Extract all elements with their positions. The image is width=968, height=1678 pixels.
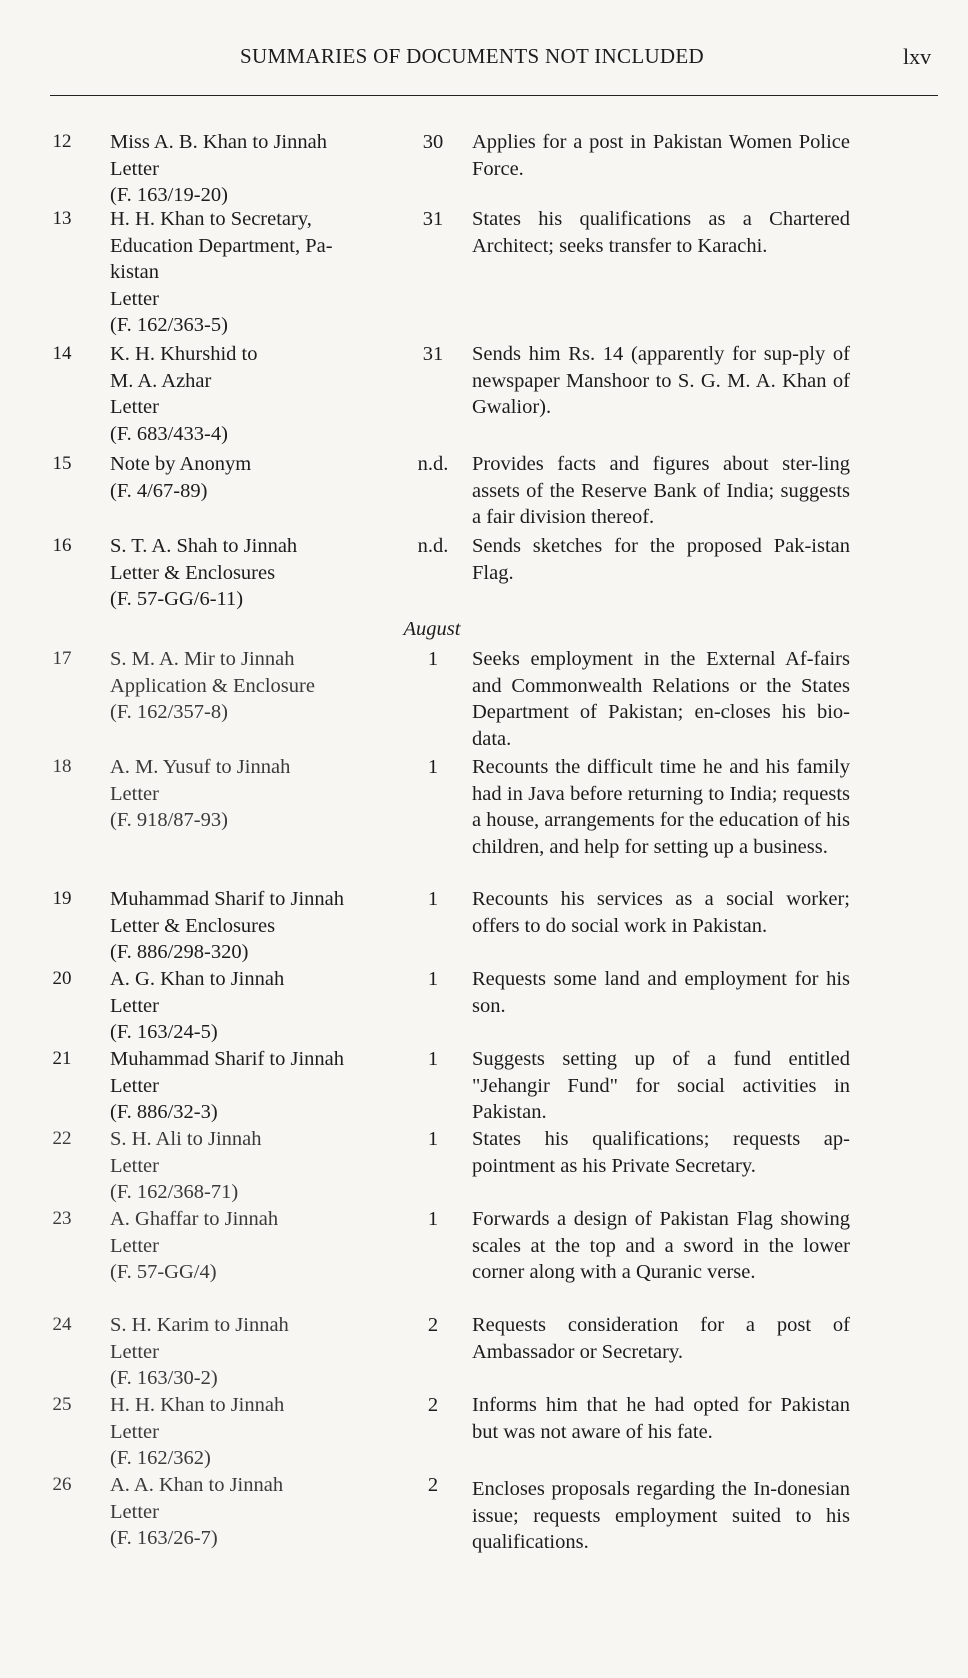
entry-line: Letter — [110, 1234, 159, 1257]
entry-line: (F. 57-GG/4) — [110, 1261, 217, 1284]
entry-summary: States his qualifications as a Chartered Architect; seeks transfer to Karachi. — [472, 208, 850, 257]
entry-line: (F. 918/87-93) — [110, 809, 228, 832]
entry-line: M. A. Azhar — [110, 369, 212, 392]
entry-summary: Encloses proposals regarding the In-donesian issue; requests employment suited to his qualifications. — [472, 1478, 850, 1554]
entry-line: A. G. Khan to Jinnah — [110, 968, 285, 990]
entry-line: A. A. Khan to Jinnah — [110, 1474, 284, 1496]
entry-date: n.d. — [417, 535, 449, 557]
entry-line: Letter — [110, 157, 159, 180]
entry-line: (F. 162/362) — [110, 1447, 211, 1470]
entry-number: 17 — [52, 648, 72, 669]
entry-line: A. Ghaffar to Jinnah — [110, 1208, 279, 1230]
entry-date: 1 — [427, 648, 439, 670]
entry-line: Letter — [110, 782, 159, 805]
entry-number: 21 — [52, 1048, 72, 1069]
entry-number: 15 — [52, 453, 72, 474]
entry-date: 1 — [427, 1048, 439, 1070]
entry-line: (F. 163/26-7) — [110, 1527, 218, 1550]
page-number: lxv — [903, 44, 932, 69]
entry-line: (F. 162/368-71) — [110, 1181, 239, 1204]
entry-line: (F. 163/19-20) — [110, 184, 228, 207]
entry-number: 24 — [52, 1314, 72, 1335]
entry-line: (F. 886/298-320) — [110, 941, 249, 964]
entry-line: (F. 4/67-89) — [110, 479, 208, 502]
entry-sender — [110, 1126, 400, 1206]
entry-line: (F. 163/24-5) — [110, 1021, 218, 1044]
entry-sender — [110, 341, 400, 447]
entry-date: n.d. — [417, 453, 449, 475]
entry-number: 20 — [52, 968, 72, 989]
entry-date: 1 — [427, 1208, 439, 1230]
entry-line: H. H. Khan to Secretary, — [110, 208, 312, 230]
entry-line: H. H. Khan to Jinnah — [110, 1394, 285, 1416]
entry-line: S. M. A. Mir to Jinnah — [110, 648, 295, 670]
entry-sender — [110, 533, 400, 613]
entry-line: S. H. Karim to Jinnah — [110, 1314, 289, 1336]
entry-line: Letter & Enclosures — [110, 561, 276, 584]
entry-number: 26 — [52, 1474, 72, 1495]
entry-sender — [110, 1392, 400, 1472]
entry-sender — [110, 1472, 400, 1552]
entry-summary: Provides facts and figures about ster-ling assets of the Reserve Bank of India; suggests a fair division thereof. — [472, 453, 850, 529]
entry-date: 31 — [422, 343, 444, 365]
entry-summary: States his qualifications; requests ap-pointment as his Private Secretary. — [472, 1128, 850, 1177]
entry-line: Letter — [110, 1420, 159, 1443]
entry-number: 25 — [52, 1394, 72, 1415]
entry-line: Letter — [110, 1154, 159, 1177]
entry-number: 12 — [52, 131, 72, 152]
entry-line: Application & Enclosure — [110, 674, 315, 697]
entry-line: Muhammad Sharif to Jinnah — [110, 1048, 345, 1070]
entry-line: Miss A. B. Khan to Jinnah — [110, 131, 327, 153]
entry-summary: Requests consideration for a post of Ambassador or Secretary. — [472, 1314, 850, 1363]
entry-sender — [110, 1046, 400, 1126]
entry-number: 22 — [52, 1128, 72, 1149]
entry-summary: Seeks employment in the External Af-fairs and Commonwealth Relations or the States Department of Pakistan; en-closes his bio-data. — [472, 648, 850, 750]
entry-line: Letter — [110, 1500, 159, 1523]
entry-sender — [110, 1206, 400, 1286]
running-title: SUMMARIES OF DOCUMENTS NOT INCLUDED — [240, 44, 704, 68]
entry-summary: Applies for a post in Pakistan Women Police Force. — [472, 131, 850, 180]
entry-number: 19 — [52, 888, 72, 909]
entry-date: 2 — [427, 1394, 439, 1416]
entry-sender — [110, 451, 400, 504]
entry-line: (F. 683/433-4) — [110, 422, 228, 445]
entry-date: 2 — [427, 1314, 439, 1336]
entry-date: 2 — [427, 1474, 439, 1496]
entry-date: 30 — [422, 131, 444, 153]
entry-summary: Suggests setting up of a fund entitled "Jehangir Fund" for social activities in Pakistan. — [472, 1048, 850, 1124]
entry-line: Muhammad Sharif to Jinnah — [110, 888, 345, 910]
entry-number: 23 — [52, 1208, 72, 1229]
entry-sender — [110, 206, 400, 339]
entry-line: (F. 162/357-8) — [110, 701, 228, 724]
entry-line: S. T. A. Shah to Jinnah — [110, 535, 298, 557]
entry-line: Letter — [110, 396, 159, 419]
entry-summary: Forwards a design of Pakistan Flag showing scales at the top and a sword in the lower corner along with a Quranic verse. — [472, 1208, 850, 1284]
month-label: August — [403, 618, 461, 640]
entry-number: 18 — [52, 756, 72, 777]
entry-summary: Recounts the difficult time he and his family had in Java before returning to India; requests a house, arrangements for the education of his children, and help for setting up a business. — [472, 756, 850, 858]
entry-line: kistan — [110, 261, 159, 284]
entry-sender — [110, 1312, 400, 1392]
entry-summary: Recounts his services as a social worker; offers to do social work in Pakistan. — [472, 888, 850, 937]
entry-sender — [110, 129, 400, 209]
entry-sender — [110, 754, 400, 834]
entry-line: Note by Anonym — [110, 453, 252, 475]
entry-line: (F. 886/32-3) — [110, 1101, 218, 1124]
entry-sender — [110, 966, 400, 1046]
entry-line: Letter — [110, 287, 159, 310]
entry-date: 1 — [427, 888, 439, 910]
entry-sender — [110, 646, 400, 726]
entry-line: (F. 162/363-5) — [110, 314, 228, 337]
entry-number: 16 — [52, 535, 72, 556]
entry-sender — [110, 886, 400, 966]
entry-line: (F. 163/30-2) — [110, 1367, 218, 1390]
entry-line: Letter — [110, 1340, 159, 1363]
entry-line: Letter — [110, 1074, 159, 1097]
entry-line: Letter — [110, 994, 159, 1017]
entry-number: 14 — [52, 343, 72, 364]
entry-line: Letter & Enclosures — [110, 914, 276, 937]
entry-line: (F. 57-GG/6-11) — [110, 588, 244, 611]
entry-number: 13 — [52, 208, 72, 229]
entry-date: 1 — [427, 756, 439, 778]
entry-line: S. H. Ali to Jinnah — [110, 1128, 262, 1150]
entry-line: A. M. Yusuf to Jinnah — [110, 756, 291, 778]
entry-line: K. H. Khurshid to — [110, 343, 258, 365]
entry-summary: Sends him Rs. 14 (apparently for sup-ply of newspaper Manshoor to S. G. M. A. Khan of Gwalior). — [472, 343, 850, 419]
entry-summary: Sends sketches for the proposed Pak-istan Flag. — [472, 535, 850, 584]
entry-date: 31 — [422, 208, 444, 230]
entry-date: 1 — [427, 1128, 439, 1150]
entry-line: Education Department, Pa- — [110, 234, 333, 257]
entry-date: 1 — [427, 968, 439, 990]
entry-summary: Requests some land and employment for his son. — [472, 968, 850, 1017]
entry-summary: Informs him that he had opted for Pakistan but was not aware of his fate. — [472, 1394, 850, 1443]
